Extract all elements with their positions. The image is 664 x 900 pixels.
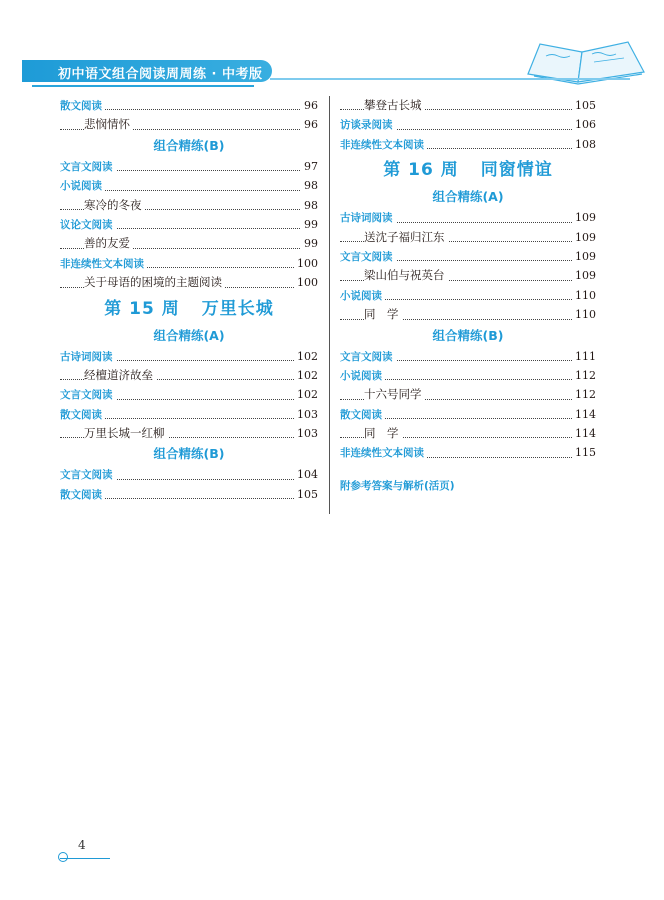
entry-title: 万里长城一红柳 bbox=[84, 426, 168, 440]
entry-title: 文言文阅读 bbox=[60, 469, 116, 481]
entry-page-number: 111 bbox=[572, 347, 596, 366]
entry-title: 小说阅读 bbox=[60, 180, 105, 192]
toc-article-entry bbox=[340, 385, 596, 404]
toc-category-entry bbox=[60, 385, 318, 404]
toc-article-entry bbox=[340, 266, 596, 285]
page-number: 4 bbox=[78, 838, 86, 852]
toc-article-entry bbox=[340, 96, 596, 115]
toc-category-entry bbox=[340, 135, 596, 154]
entry-page-number: 114 bbox=[572, 405, 596, 424]
entry-page-number: 103 bbox=[294, 405, 318, 424]
entry-title: 访谈录阅读 bbox=[340, 119, 396, 131]
entry-page-number: 98 bbox=[301, 176, 318, 195]
entry-title: 散文阅读 bbox=[340, 409, 385, 421]
entry-title: 经檀道济故垒 bbox=[84, 368, 156, 382]
toc-category-entry bbox=[340, 115, 596, 134]
week-number: 第 15 周 bbox=[104, 298, 180, 319]
toc-article-entry bbox=[60, 234, 318, 253]
entry-page-number: 110 bbox=[572, 286, 596, 305]
toc-article-entry bbox=[340, 305, 596, 324]
section-subheading: 组合精练(B) bbox=[153, 137, 225, 153]
week-title: 万里长城 bbox=[201, 298, 274, 319]
toc-article-entry bbox=[60, 424, 318, 443]
entry-title: 文言文阅读 bbox=[60, 161, 116, 173]
entry-page-number: 102 bbox=[294, 347, 318, 366]
entry-title: 议论文阅读 bbox=[60, 219, 116, 231]
entry-page-number: 102 bbox=[294, 385, 318, 404]
entry-title: 散文阅读 bbox=[60, 489, 105, 501]
entry-page-number: 110 bbox=[572, 305, 596, 324]
entry-title: 同 学 bbox=[364, 307, 402, 321]
entry-title: 同 学 bbox=[364, 426, 402, 440]
toc-category-entry bbox=[60, 485, 318, 504]
entry-page-number: 100 bbox=[294, 273, 318, 292]
appendix-entry: 附参考答案与解析(活页) bbox=[340, 479, 455, 492]
entry-page-number: 109 bbox=[572, 266, 596, 285]
section-subheading: 组合精练(B) bbox=[153, 446, 225, 462]
toc-category-entry bbox=[340, 443, 596, 462]
toc-category-entry bbox=[60, 176, 318, 195]
entry-title: 文言文阅读 bbox=[60, 389, 116, 401]
toc-category-entry bbox=[340, 405, 596, 424]
entry-title: 悲悯情怀 bbox=[84, 117, 133, 131]
entry-title: 小说阅读 bbox=[340, 370, 385, 382]
section-subheading: 组合精练(A) bbox=[153, 327, 225, 343]
entry-title: 非连续性文本阅读 bbox=[340, 139, 427, 151]
week-heading bbox=[60, 293, 318, 325]
week-heading bbox=[340, 154, 596, 186]
entry-page-number: 97 bbox=[301, 157, 318, 176]
header-title: 初中语文组合阅读周周练 · 中考版 bbox=[58, 67, 263, 82]
entry-title: 寒冷的冬夜 bbox=[84, 198, 145, 212]
entry-page-number: 106 bbox=[572, 115, 596, 134]
entry-title: 梁山伯与祝英台 bbox=[364, 268, 448, 282]
toc-category-entry bbox=[340, 208, 596, 227]
toc-category-entry bbox=[60, 347, 318, 366]
entry-title: 送沈子福归江东 bbox=[364, 230, 448, 244]
entry-page-number: 105 bbox=[572, 96, 596, 115]
entry-page-number: 105 bbox=[294, 485, 318, 504]
entry-page-number: 102 bbox=[294, 366, 318, 385]
entry-page-number: 96 bbox=[301, 115, 318, 134]
entry-title: 攀登古长城 bbox=[364, 98, 425, 112]
section-subheading: 组合精练(A) bbox=[432, 189, 504, 205]
toc-category-entry bbox=[60, 465, 318, 484]
entry-page-number: 114 bbox=[572, 424, 596, 443]
toc-category-entry bbox=[60, 157, 318, 176]
column-divider bbox=[329, 96, 330, 514]
toc-article-entry bbox=[340, 228, 596, 247]
entry-page-number: 109 bbox=[572, 208, 596, 227]
entry-page-number: 112 bbox=[572, 366, 596, 385]
toc-article-entry bbox=[60, 273, 318, 292]
toc-category-entry bbox=[340, 347, 596, 366]
entry-title: 散文阅读 bbox=[60, 100, 105, 112]
entry-page-number: 99 bbox=[301, 215, 318, 234]
toc-left-column bbox=[60, 96, 318, 504]
toc-category-entry bbox=[60, 254, 318, 273]
entry-page-number: 103 bbox=[294, 424, 318, 443]
entry-title: 非连续性文本阅读 bbox=[340, 447, 427, 459]
page-header bbox=[0, 36, 664, 88]
header-rule bbox=[270, 78, 630, 80]
footer-ornament-icon bbox=[58, 852, 68, 862]
toc-category-entry bbox=[340, 286, 596, 305]
entry-title: 十六号同学 bbox=[364, 387, 425, 401]
week-title: 同窗情谊 bbox=[480, 160, 553, 181]
entry-page-number: 104 bbox=[294, 465, 318, 484]
toc-category-entry bbox=[60, 405, 318, 424]
toc-category-entry bbox=[60, 96, 318, 115]
entry-title: 善的友爱 bbox=[84, 236, 133, 250]
toc-article-entry bbox=[60, 366, 318, 385]
entry-page-number: 109 bbox=[572, 228, 596, 247]
toc-article-entry bbox=[340, 424, 596, 443]
entry-title: 文言文阅读 bbox=[340, 251, 396, 263]
toc-right-column bbox=[340, 96, 596, 496]
entry-page-number: 98 bbox=[301, 196, 318, 215]
entry-page-number: 100 bbox=[294, 254, 318, 273]
entry-page-number: 108 bbox=[572, 135, 596, 154]
entry-page-number: 115 bbox=[572, 443, 596, 462]
toc-category-entry bbox=[340, 247, 596, 266]
entry-page-number: 96 bbox=[301, 96, 318, 115]
entry-page-number: 99 bbox=[301, 234, 318, 253]
toc-category-entry bbox=[60, 215, 318, 234]
footer-rule bbox=[60, 858, 110, 859]
entry-page-number: 109 bbox=[572, 247, 596, 266]
entry-title: 关于母语的困境的主题阅读 bbox=[84, 275, 225, 289]
entry-page-number: 112 bbox=[572, 385, 596, 404]
week-number: 第 16 周 bbox=[383, 160, 459, 181]
entry-title: 古诗词阅读 bbox=[60, 351, 116, 363]
entry-title: 古诗词阅读 bbox=[340, 212, 396, 224]
entry-title: 非连续性文本阅读 bbox=[60, 258, 147, 270]
toc-article-entry bbox=[60, 115, 318, 134]
toc-category-entry bbox=[340, 366, 596, 385]
section-subheading: 组合精练(B) bbox=[432, 327, 504, 343]
entry-title: 散文阅读 bbox=[60, 409, 105, 421]
entry-title: 小说阅读 bbox=[340, 290, 385, 302]
entry-title: 文言文阅读 bbox=[340, 351, 396, 363]
toc-article-entry bbox=[60, 196, 318, 215]
